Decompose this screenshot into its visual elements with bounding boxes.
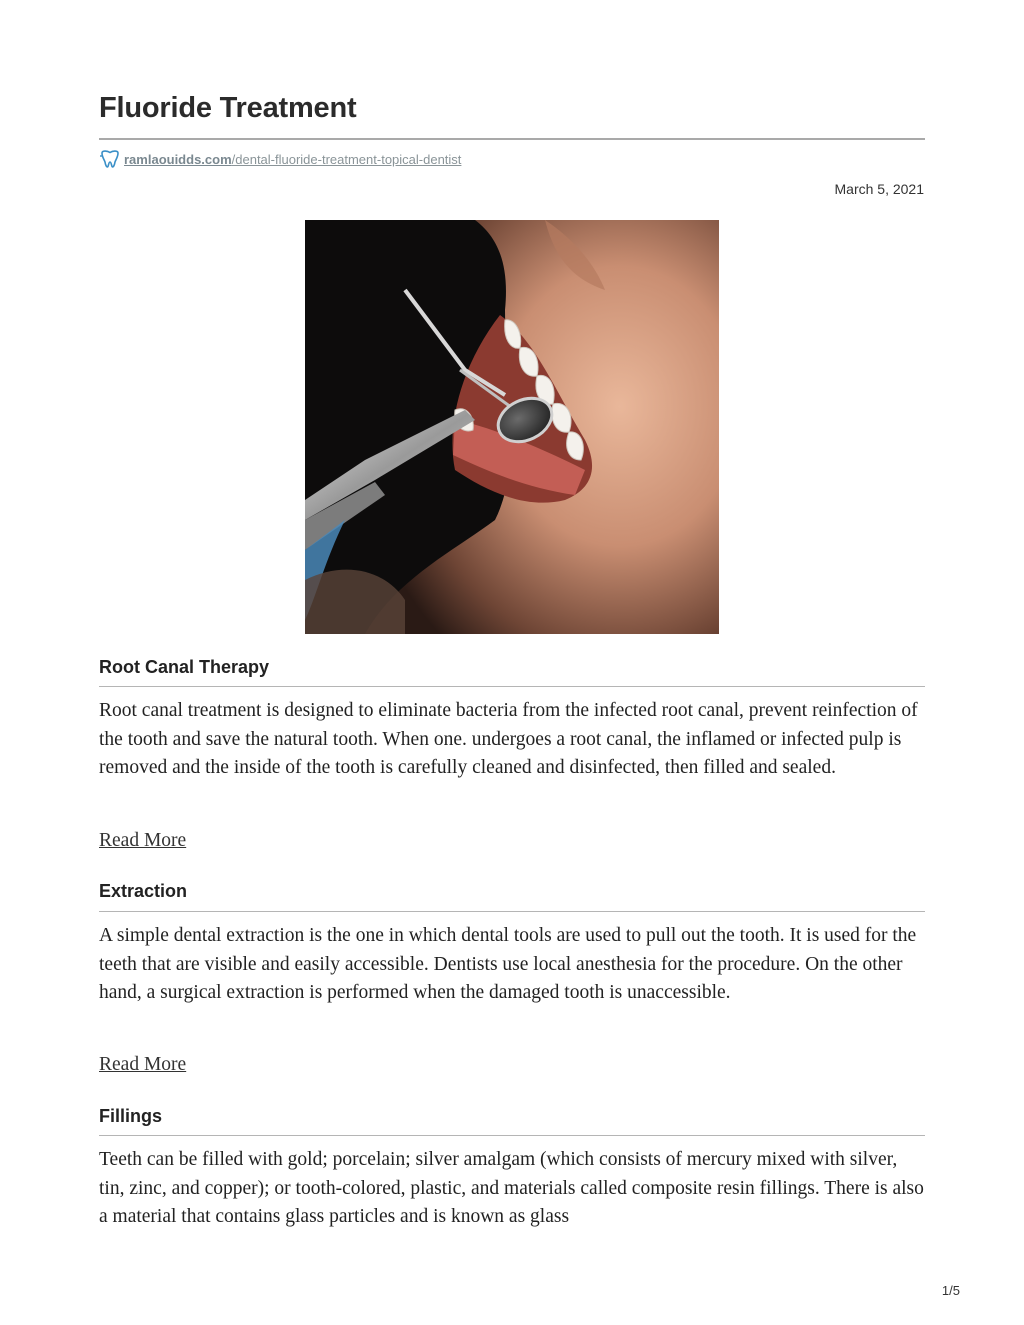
section-text: Teeth can be filled with gold; porcelain; silver amalgam (which consists of mercury mixed with silver, tin, zinc, and copper); or tooth-colored, plastic, and materials called composite resin fillings. There is also a material that contains glass particles and is known as glass	[99, 1149, 924, 1227]
read-more-link[interactable]: Read More	[99, 830, 187, 851]
source-link[interactable]	[99, 150, 461, 168]
read-more-link[interactable]: Read More	[99, 1054, 187, 1075]
section-text: Root canal treatment is designed to eliminate bacteria from the infected root canal, prevent reinfection of the tooth and save the natural tooth. When one. undergoes a root canal, the inflamed or infected pulp is removed and the inside of the tooth is carefully cleaned and disinfected, then filled and sealed.	[99, 700, 918, 778]
section-divider	[99, 1135, 925, 1136]
section-heading: Extraction	[99, 881, 188, 901]
page-title: Fluoride Treatment	[99, 92, 357, 124]
page-number: 1/5	[941, 1283, 960, 1298]
section-heading: Fillings	[99, 1106, 162, 1126]
publish-date: March 5, 2021	[834, 181, 924, 197]
dental-exam-photo	[305, 220, 719, 634]
section-divider	[99, 686, 925, 687]
source-domain[interactable]: ramlaouidds.com	[124, 151, 232, 167]
section-text: A simple dental extraction is the one in which dental tools are used to pull out the tooth. It is used for the teeth that are visible and easily accessible. Dentists use local anesthesia for the procedure. On the other hand, a surgical extraction is performed when the damaged tooth is unaccessible.	[99, 925, 917, 1003]
tooth-logo-icon	[99, 150, 121, 168]
section-divider	[99, 911, 925, 912]
title-divider	[99, 138, 925, 140]
section-heading: Root Canal Therapy	[99, 657, 270, 677]
source-path[interactable]: /dental-fluoride-treatment-topical-dentist	[231, 151, 462, 167]
